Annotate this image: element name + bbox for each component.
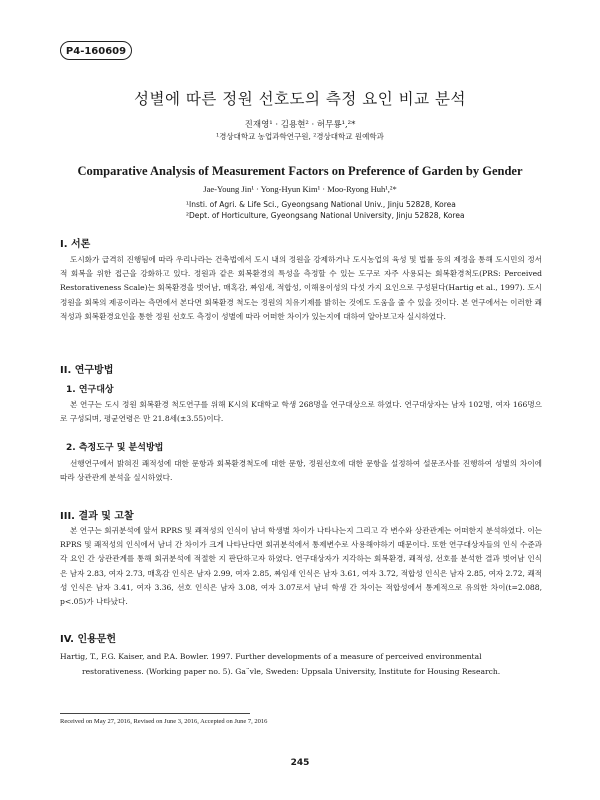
results-paragraph: 본 연구는 회귀분석에 앞서 RPRS 및 쾌적성의 인식이 남녀 학생별 차이가 나타나는지 그리고 각 변수와 상관관계는 어떠한지 분석하였다. 이는 RPRS 및 쾌적성의 인식에서 남녀 간 차이가 크게 나타난다면 회귀분석에서 통제변수로 사용해야하기 때문이다. 또한 연구대상자들의 인식 수준과 각 요인 간 상관관계를 통해 회귀분석에 적절한 지 판단하고자 하였다. 연구대상자가 지각하는 회복환경, 쾌적성, 선호를 분석한 결과 벗어남 인식은 남자 2.83, 여자 2.73, 매혹감 인식은 남자 2.99, 여자 2.85, 짜임새 인식은 남자 3.61, 여자 3.72, 적합성 인식은 남자 2.85, 여자 2.72, 쾌적성 인식은 남자 3.41, 여자 3.36, 선호 인식은 남자 3.08, 여자 3.07로서 남녀 학생 간 차이는 적합성에서 통계적으로 유의한 차이(t=2.088, p<.05)가 나타났다. [60, 526, 542, 607]
tools-paragraph: 선행연구에서 밝혀진 쾌적성에 대한 문항과 회복환경척도에 대한 문항, 정원선호에 대한 문항을 설정하여 설문조사를 진행하여 성별의 차이에 따라 상관관계 분석을 실시하였다. [60, 459, 542, 483]
english-title: Comparative Analysis of Measurement Factors on Preference of Garden by Gender [77, 164, 523, 178]
reference-line-2: restorativeness. (Working paper no. 5). Ga¨vle, Sweden: Uppsala University, Institute for Housing Research. [82, 666, 501, 676]
english-affiliation-1: ¹Insti. of Agri. & Life Sci., Gyeongsang National Univ., Jinju 52828, Korea [186, 200, 456, 209]
subsection-heading-tools: 2. 측정도구 및 분석방법 [66, 443, 164, 453]
english-affiliation-2: ²Dept. of Horticulture, Gyeongsang National University, Jinju 52828, Korea [186, 211, 465, 220]
korean-authors: 진재영¹ · 김용현² · 허무룡¹,²* [244, 120, 356, 130]
section-heading-methods: II. 연구방법 [60, 365, 114, 376]
footnote-divider [60, 713, 250, 714]
korean-affiliations: ¹경상대학교 농업과학연구원, ²경상대학교 원예학과 [216, 132, 384, 141]
section-heading-results: III. 결과 및 고찰 [60, 511, 134, 522]
korean-title: 성별에 따른 정원 선호도의 측정 요인 비교 분석 [134, 90, 466, 108]
english-authors: Jae-Young Jin¹ · Yong-Hyun Kim¹ · Moo-Ryong Huh¹,²* [203, 184, 397, 194]
subsection-heading-subjects: 1. 연구대상 [66, 385, 114, 395]
received-dates-footnote: Received on May 27, 2016, Revised on June 3, 2016, Accepted on June 7, 2016 [60, 718, 268, 725]
intro-paragraph: 도시화가 급격히 진행됨에 따라 우리나라는 건축법에서 도시 내의 정원을 강제하거나 도시농업의 육성 및 법률 등의 제정을 통해 도시민의 정서적 회복을 위한 접근을 강화하고 있다. 정원과 같은 회복환경의 특성을 측정할 수 있는 도구로 자주 사용되는 회복환경척도(PRS: Perceived Restorativeness Scale)는 회복환경을 벗어남, 매혹감, 짜임새, 적합성, 이해용이성의 다섯 가지 요인으로 구성된다(Hartig et al., 1997). 도시정원을 회복의 제공이라는 측면에서 본다면 회복환경 척도는 정원의 치유기제를 밝히는 것에도 도움을 줄 수 있을 것이다. 본 연구에서는 이러한 쾌적성과 회복환경요인을 통한 정원 선호도 측정이 성별에 따라 어떠한 차이가 있는지에 대하여 알아보고자 실시하였다. [60, 255, 542, 321]
section-heading-references: IV. 인용문헌 [60, 634, 117, 645]
paper-id-badge: P4-160609 [60, 41, 132, 60]
reference-line-1: Hartig, T., F.G. Kaiser, and P.A. Bowler. 1997. Further developments of a measure of perceived environmental [60, 652, 482, 661]
page-number: 245 [290, 758, 310, 768]
reference-entry [60, 650, 542, 679]
section-heading-intro: I. 서론 [60, 239, 91, 250]
subjects-paragraph: 본 연구는 도시 정원 회복환경 척도연구를 위해 K시의 K대학교 학생 268명을 연구대상으로 하였다. 연구대상자는 남자 102명, 여자 166명으로 구성되며, 평균연령은 만 21.8세(±3.55)이다. [60, 400, 542, 424]
